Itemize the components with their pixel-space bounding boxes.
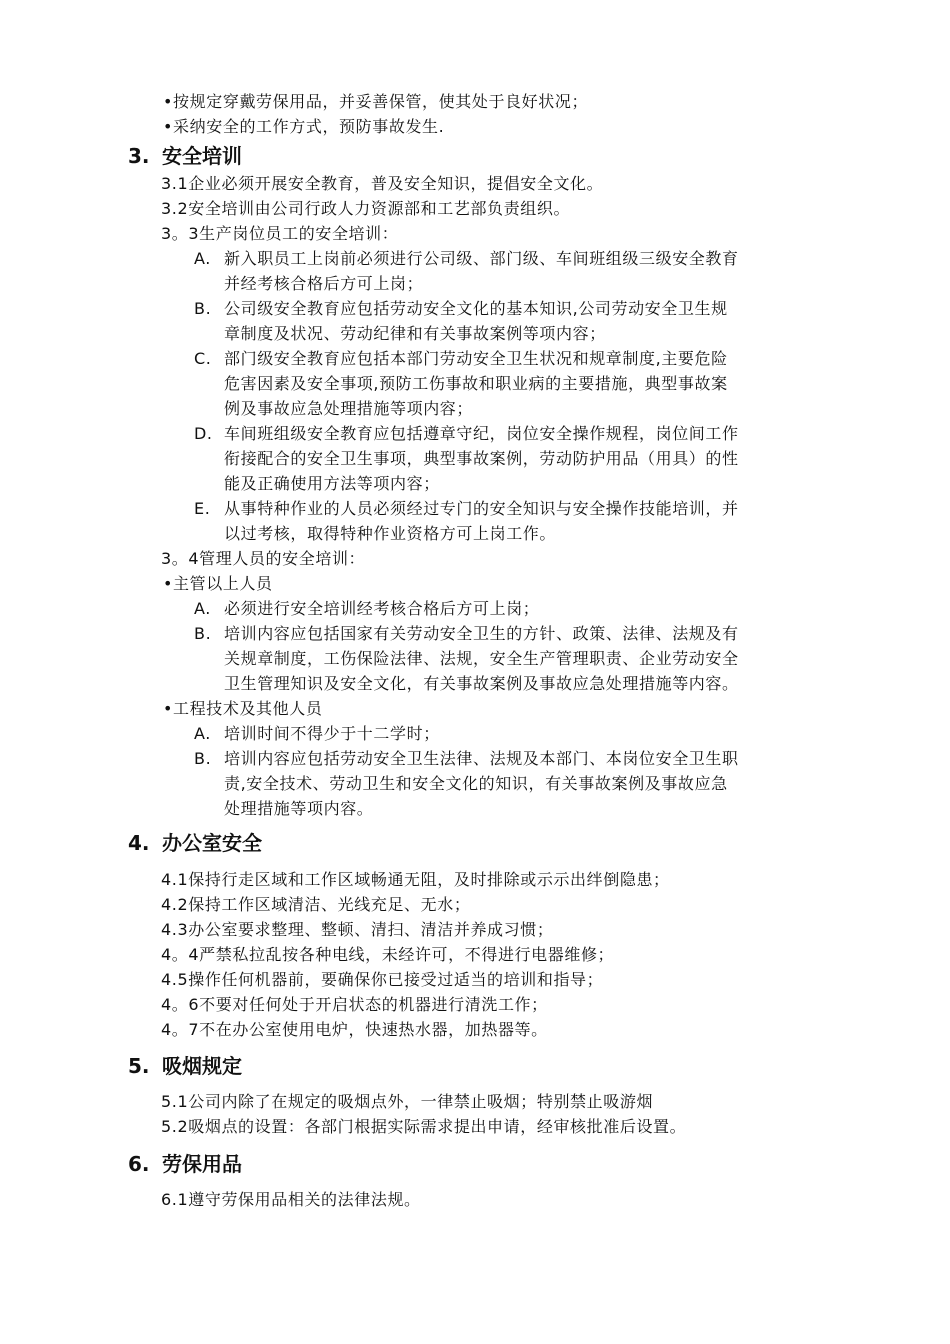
section-3-number: 3.	[128, 144, 150, 168]
eng-b-letter: B.	[194, 749, 212, 768]
sub-b-text: 公司级安全教育应包括劳动安全文化的基本知识,公司劳动安全卫生规	[224, 299, 728, 318]
sub-d-letter: D.	[194, 424, 213, 443]
section-4-number: 4.	[128, 831, 150, 855]
bullet-managers: •主管以上人员	[163, 574, 273, 593]
section-4-heading	[128, 829, 262, 857]
section-5-number: 5.	[128, 1054, 150, 1078]
item-4-4: 4。4严禁私拉乱按各种电线，未经许可，不得进行电器维修；	[161, 945, 615, 964]
sub-b-letter: B.	[194, 299, 212, 318]
eng-a-letter: A.	[194, 724, 211, 743]
sub-b-text: 章制度及状况、劳动纪律和有关事故案例等项内容；	[224, 324, 606, 343]
sub-e-text: 从事特种作业的人员必须经过专门的安全知识与安全操作技能培训，并	[224, 499, 739, 518]
item-4-1: 4.1保持行走区域和工作区域畅通无阻，及时排除或示示出绊倒隐患；	[161, 870, 670, 889]
eng-b-text: 处理措施等项内容。	[224, 799, 374, 818]
item-4-2: 4.2保持工作区域清洁、光线充足、无水；	[161, 895, 471, 914]
mgr-b-letter: B.	[194, 624, 212, 643]
bullet-safe-methods: •采纳安全的工作方式，预防事故发生.	[163, 117, 445, 136]
sub-c-text: 例及事故应急处理措施等项内容；	[224, 399, 474, 418]
sub-c-text: 部门级安全教育应包括本部门劳动安全卫生状况和规章制度,主要危险	[224, 349, 728, 368]
sub-d-text: 能及正确使用方法等项内容；	[224, 474, 440, 493]
section-5-heading	[128, 1052, 242, 1080]
item-4-6: 4。6不要对任何处于开启状态的机器进行清洗工作；	[161, 995, 548, 1014]
item-6-1: 6.1遵守劳保用品相关的法律法规。	[161, 1190, 421, 1209]
item-3-2: 3.2安全培训由公司行政人力资源部和工艺部负责组织。	[161, 199, 571, 218]
sub-a-text: 新入职员工上岗前必须进行公司级、部门级、车间班组级三级安全教育	[224, 249, 739, 268]
mgr-b-text: 卫生管理知识及安全文化，有关事故案例及事故应急处理措施等内容。	[224, 674, 739, 693]
item-4-5: 4.5操作任何机器前，要确保你已接受过适当的培训和指导；	[161, 970, 604, 989]
item-4-7: 4。7不在办公室使用电炉，快速热水器，加热器等。	[161, 1020, 548, 1039]
item-4-3: 4.3办公室要求整理、整顿、清扫、清洁并养成习惯；	[161, 920, 554, 939]
mgr-a-text: 必须进行安全培训经考核合格后方可上岗；	[224, 599, 540, 618]
sub-c-letter: C.	[194, 349, 212, 368]
sub-e-letter: E.	[194, 499, 211, 518]
item-5-1: 5.1公司内除了在规定的吸烟点外，一律禁止吸烟；特别禁止吸游烟	[161, 1092, 654, 1111]
item-5-2: 5.2吸烟点的设置：各部门根据实际需求提出申请，经审核批准后设置。	[161, 1117, 687, 1136]
sub-c-text: 危害因素及安全事项,预防工伤事故和职业病的主要措施，典型事故案	[224, 374, 728, 393]
sub-a-text: 并经考核合格后方可上岗；	[224, 274, 424, 293]
eng-b-text: 责,安全技术、劳动卫生和安全文化的知识，有关事故案例及事故应急	[224, 774, 728, 793]
bullet-engineers: •工程技术及其他人员	[163, 699, 323, 718]
section-5-title: 吸烟规定	[162, 1054, 242, 1078]
sub-d-text: 衔接配合的安全卫生事项，典型事故案例，劳动防护用品（用具）的性	[224, 449, 739, 468]
mgr-b-text: 培训内容应包括国家有关劳动安全卫生的方针、政策、法律、法规及有	[224, 624, 739, 643]
eng-a-text: 培训时间不得少于十二学时；	[224, 724, 440, 743]
item-3-4: 3。4管理人员的安全培训：	[161, 549, 366, 568]
bullet-wear-ppe: •按规定穿戴劳保用品，并妥善保管，使其处于良好状况；	[163, 92, 589, 111]
section-3-heading	[128, 142, 242, 170]
item-3-1: 3.1企业必须开展安全教育，普及安全知识，提倡安全文化。	[161, 174, 604, 193]
section-6-title: 劳保用品	[162, 1152, 242, 1176]
section-6-heading	[128, 1150, 242, 1178]
section-3-title: 安全培训	[162, 144, 242, 168]
section-6-number: 6.	[128, 1152, 150, 1176]
eng-b-text: 培训内容应包括劳动安全卫生法律、法规及本部门、本岗位安全卫生职	[224, 749, 739, 768]
mgr-b-text: 关规章制度，工伤保险法律、法规，安全生产管理职责、企业劳动安全	[224, 649, 739, 668]
item-3-3: 3。3生产岗位员工的安全培训：	[161, 224, 399, 243]
sub-e-text: 以过考核，取得特种作业资格方可上岗工作。	[224, 524, 557, 543]
sub-a-letter: A.	[194, 249, 211, 268]
section-4-title: 办公室安全	[162, 831, 262, 855]
sub-d-text: 车间班组级安全教育应包括遵章守纪，岗位安全操作规程，岗位间工作	[224, 424, 739, 443]
mgr-a-letter: A.	[194, 599, 211, 618]
